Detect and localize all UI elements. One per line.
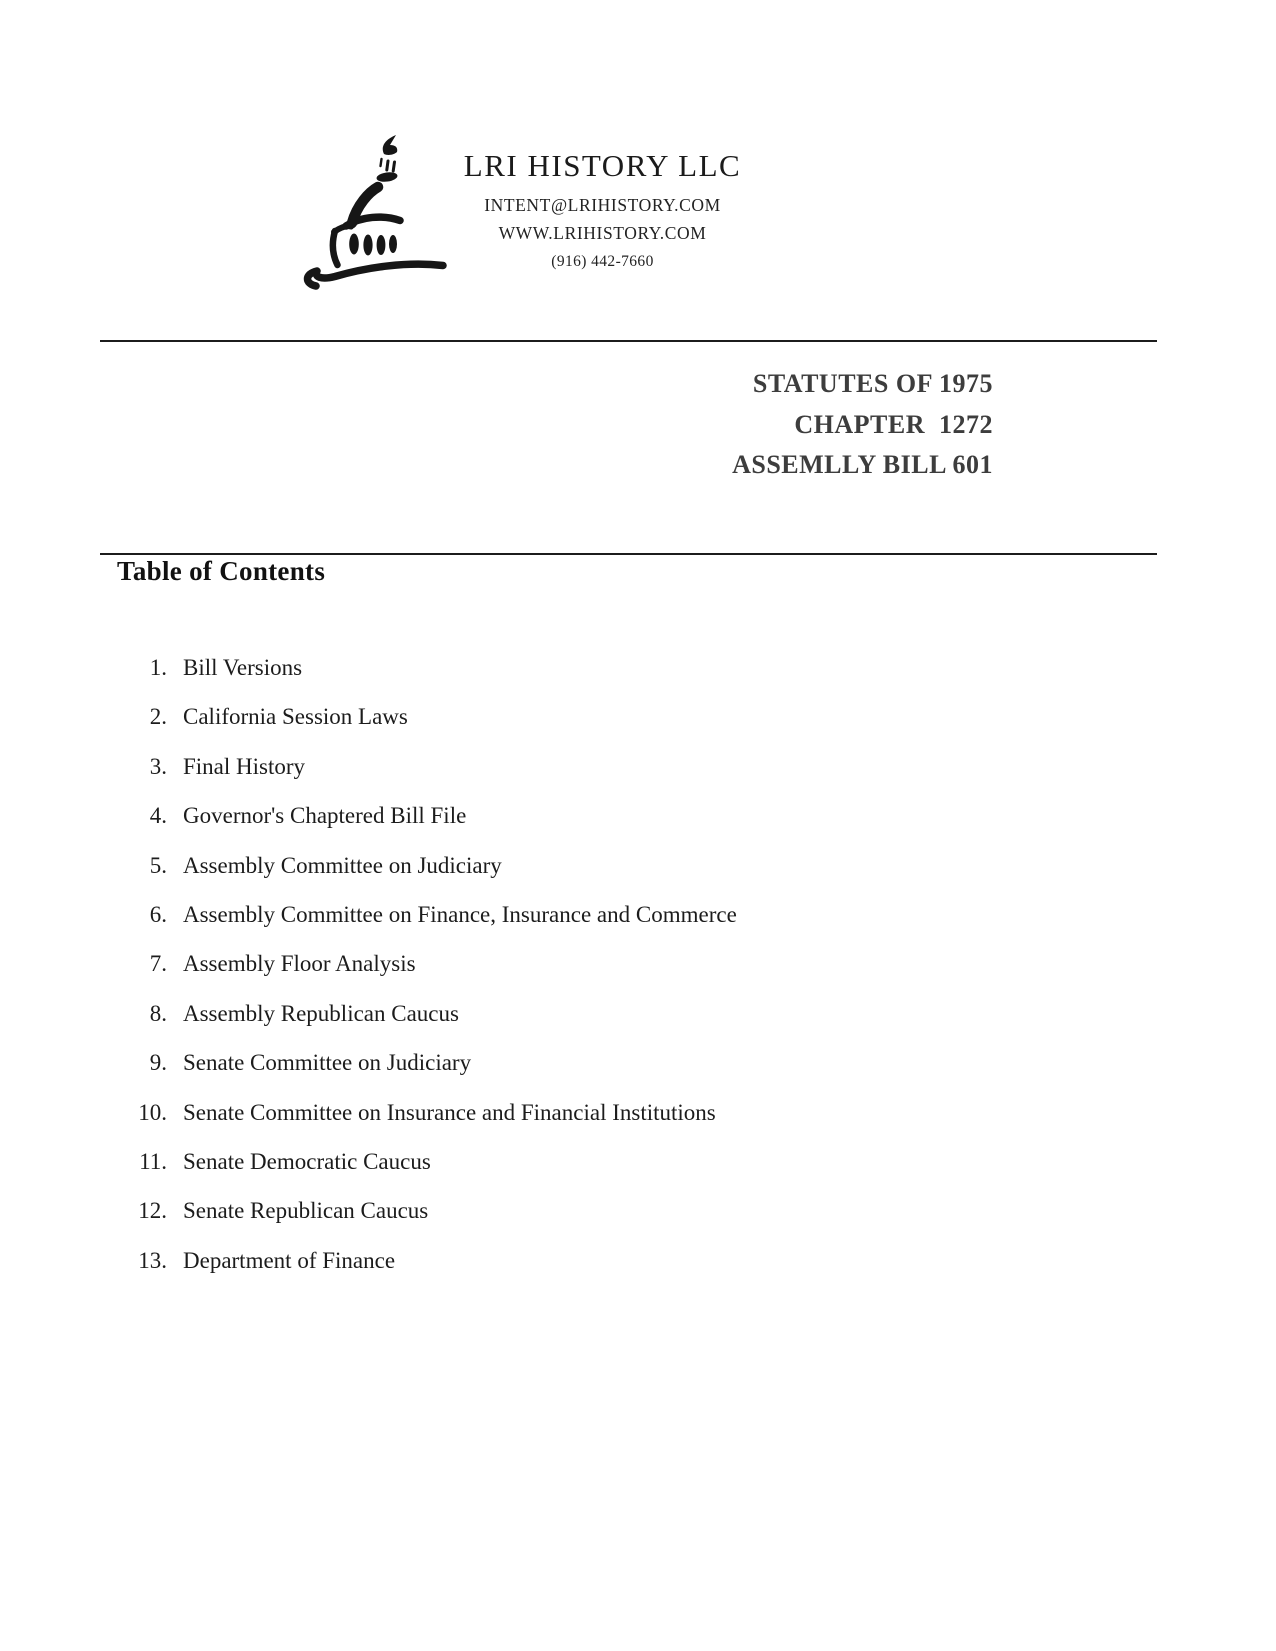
toc-item-label: Senate Republican Caucus xyxy=(183,1198,429,1224)
toc-item-number: 11. xyxy=(139,1148,167,1174)
toc-item-label: Department of Finance xyxy=(183,1247,396,1273)
toc-item-number: 2. xyxy=(149,704,167,730)
contact-phone: (916) 442-7660 xyxy=(551,253,654,270)
toc-item xyxy=(117,754,1067,803)
toc-item xyxy=(117,1198,1067,1247)
toc-item xyxy=(117,853,1067,902)
toc-item-number: 7. xyxy=(149,951,167,977)
bill-reference-block xyxy=(450,364,993,486)
toc-item-number: 10. xyxy=(138,1099,167,1125)
toc-item-label: Governor's Chaptered Bill File xyxy=(183,803,467,829)
toc-item-number: 13. xyxy=(138,1247,167,1273)
statutes-year-line: STATUTES OF 1975 xyxy=(752,369,993,398)
toc-item-label: Bill Versions xyxy=(183,655,303,680)
toc-item-number: 3. xyxy=(149,753,167,779)
chapter-line: CHAPTER 1272 xyxy=(794,409,993,439)
contact-email: INTENT@LRIHISTORY.COM xyxy=(484,195,721,215)
toc-item xyxy=(117,951,1067,1000)
toc-item-number: 1. xyxy=(149,655,167,680)
toc-list xyxy=(117,655,1067,1297)
divider-top xyxy=(100,340,1157,342)
toc-item xyxy=(117,803,1067,852)
company-name: LRI HISTORY LLC xyxy=(463,148,742,183)
toc-item-label: Assembly Floor Analysis xyxy=(183,951,416,977)
toc-item-number: 5. xyxy=(149,852,167,878)
toc-item-label: Assembly Committee on Judiciary xyxy=(183,852,502,878)
toc-item-label: Assembly Republican Caucus xyxy=(183,1000,459,1026)
toc-item-label: Final History xyxy=(183,753,306,779)
toc-item xyxy=(117,1001,1067,1050)
toc-item-number: 4. xyxy=(149,803,167,829)
contact-website: WWW.LRIHISTORY.COM xyxy=(498,223,707,243)
toc-item xyxy=(117,1100,1067,1149)
divider-bottom xyxy=(100,553,1157,555)
assembly-bill-line: ASSEMLLY BILL 601 xyxy=(732,450,993,479)
letterhead xyxy=(430,148,775,271)
toc-item-label: Senate Committee on Insurance and Financial Institutions xyxy=(183,1099,716,1125)
toc-item xyxy=(117,704,1067,753)
toc-item-number: 9. xyxy=(149,1050,167,1076)
toc-item xyxy=(117,1050,1067,1099)
toc-item-number: 6. xyxy=(149,901,167,927)
toc-item xyxy=(117,1149,1067,1198)
toc-item-label: Senate Democratic Caucus xyxy=(183,1148,431,1174)
toc-item xyxy=(117,655,1067,704)
toc-item-label: Senate Committee on Judiciary xyxy=(183,1050,472,1076)
toc-heading: Table of Contents xyxy=(117,556,326,586)
toc-item-number: 12. xyxy=(138,1198,167,1224)
toc-item xyxy=(117,902,1067,951)
toc-item-number: 8. xyxy=(149,1000,167,1026)
toc-item xyxy=(117,1248,1067,1297)
toc-item-label: California Session Laws xyxy=(183,704,408,730)
toc-item-label: Assembly Committee on Finance, Insurance and Commerce xyxy=(183,901,737,927)
